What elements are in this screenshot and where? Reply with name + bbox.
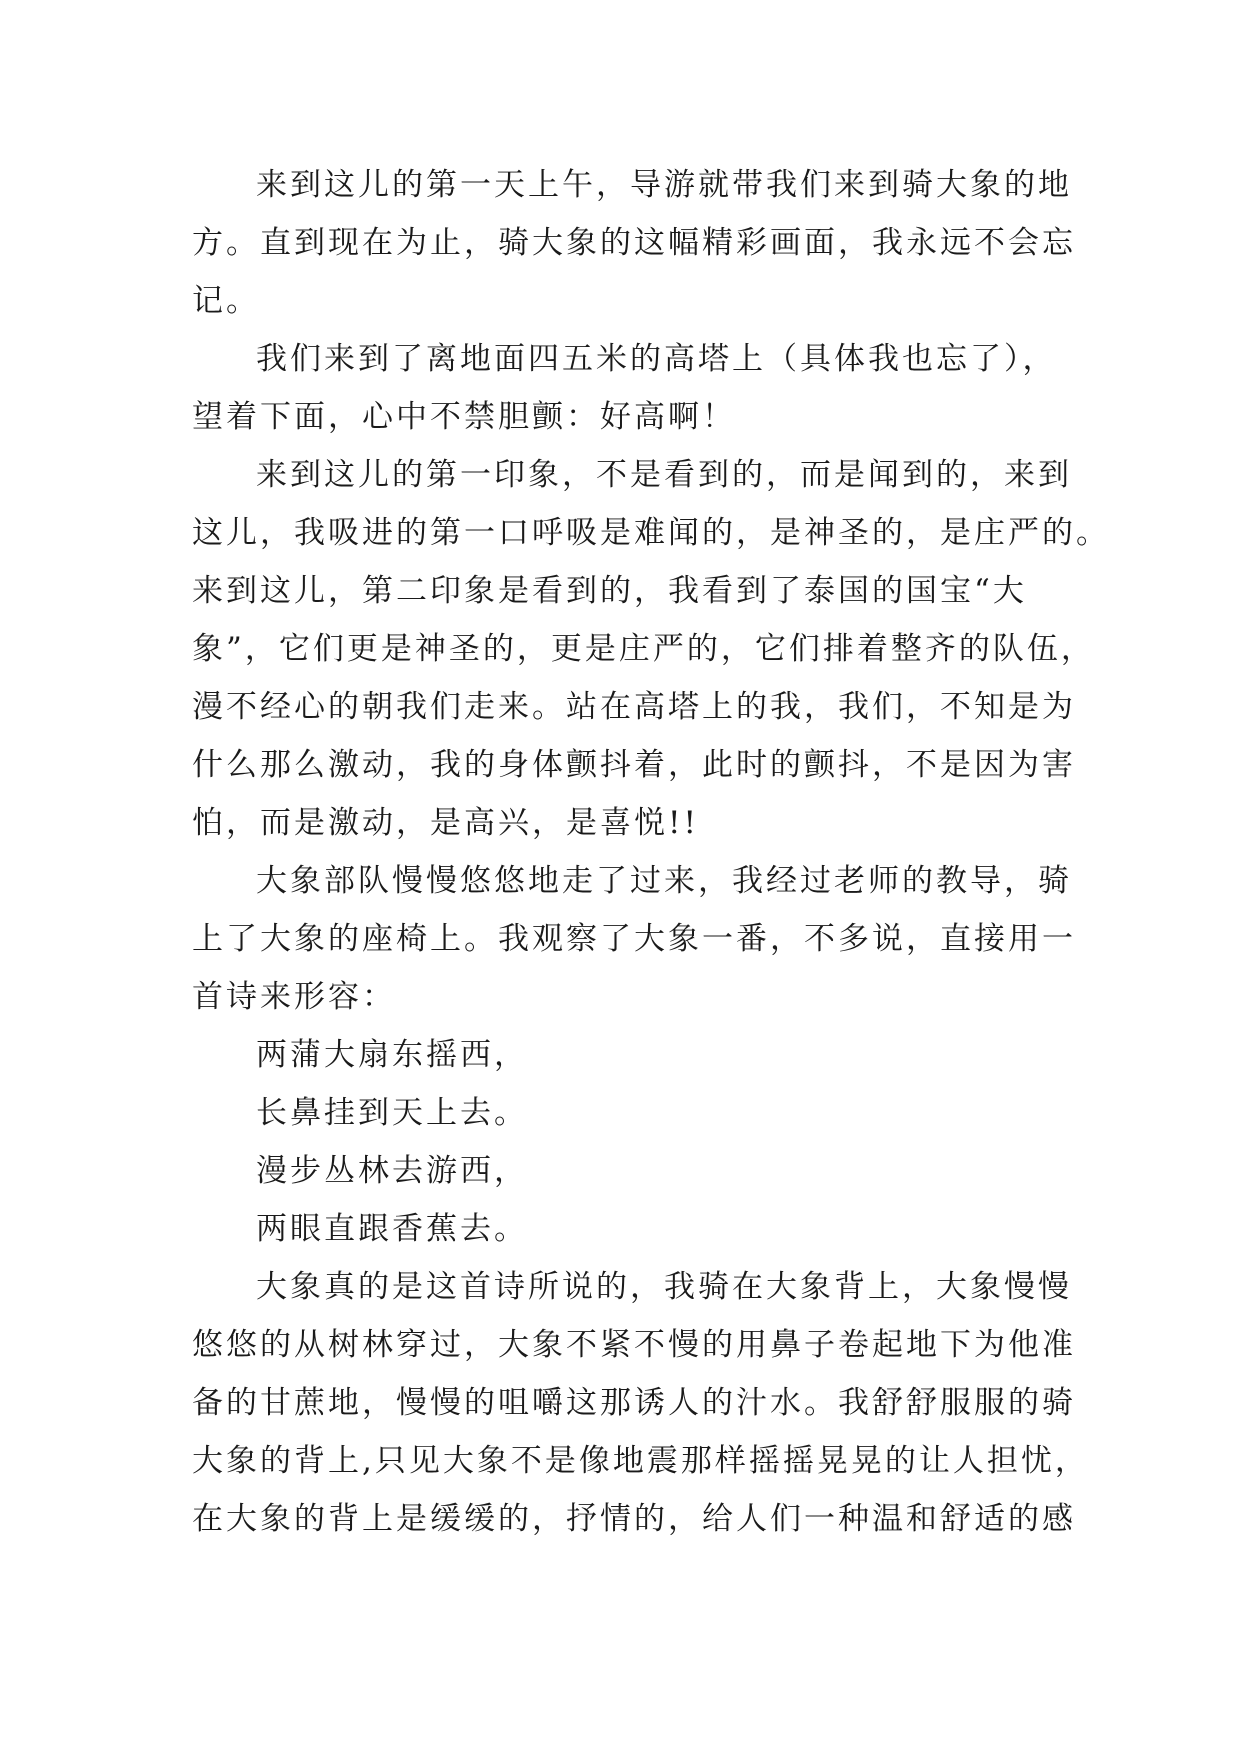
text-line: 我们来到了离地面四五米的高塔上（具体我也忘了）， [256,341,1057,377]
text-line: 望着下面，心中不禁胆颤：好高啊！ [192,399,736,435]
text-line: 怕，而是激动，是高兴，是喜悦!! [192,805,699,841]
text-line: 上了大象的座椅上。我观察了大象一番，不多说，直接用一 [192,921,1076,957]
paragraph-closing [192,1258,1089,1548]
text-line: 来到这儿的第一天上午，导游就带我们来到骑大象的地 [256,167,1072,203]
text-line: 大象真的是这首诗所说的，我骑在大象背上，大象慢慢 [256,1269,1072,1305]
paragraph-1 [192,156,1076,330]
poem-line-3: 漫步丛林去游西， [256,1153,528,1189]
text-line: 大象部队慢慢悠悠地走了过来，我经过老师的教导，骑 [256,863,1072,899]
text-line: 象”，它们更是神圣的，更是庄严的，它们排着整齐的队伍， [192,631,1095,667]
paragraph-2 [192,330,1062,446]
text-line: 大象的背上,只见大象不是像地震那样摇摇晃晃的让人担忧， [192,1443,1089,1479]
text-line: 悠悠的从树林穿过，大象不紧不慢的用鼻子卷起地下为他准 [192,1327,1076,1363]
text-line: 漫不经心的朝我们走来。站在高塔上的我，我们，不知是为 [192,689,1076,725]
text-line: 备的甘蔗地，慢慢的咀嚼这那诱人的汁水。我舒舒服服的骑 [192,1385,1076,1421]
paragraph-3 [192,446,1110,852]
poem-line-4: 两眼直跟香蕉去。 [256,1211,528,1247]
paragraph-4 [192,852,1076,1026]
text-line: 来到这儿的第一印象，不是看到的，而是闻到的，来到 [256,457,1072,493]
text-line: 来到这儿，第二印象是看到的，我看到了泰国的国宝“大 [192,573,1027,609]
text-line: 这儿，我吸进的第一口呼吸是难闻的，是神圣的，是庄严的。 [192,515,1110,551]
text-line: 在大象的背上是缓缓的，抒情的，给人们一种温和舒适的感 [192,1501,1076,1537]
text-line: 方。直到现在为止，骑大象的这幅精彩画面，我永远不会忘 [192,225,1076,261]
poem-line-1: 两蒲大扇东摇西， [256,1037,528,1073]
text-line: 记。 [192,283,260,319]
poem-line-2: 长鼻挂到天上去。 [256,1095,528,1131]
document-body [192,156,1110,1548]
text-line: 首诗来形容： [192,979,396,1015]
text-line: 什么那么激动，我的身体颤抖着，此时的颤抖，不是因为害 [192,747,1076,783]
